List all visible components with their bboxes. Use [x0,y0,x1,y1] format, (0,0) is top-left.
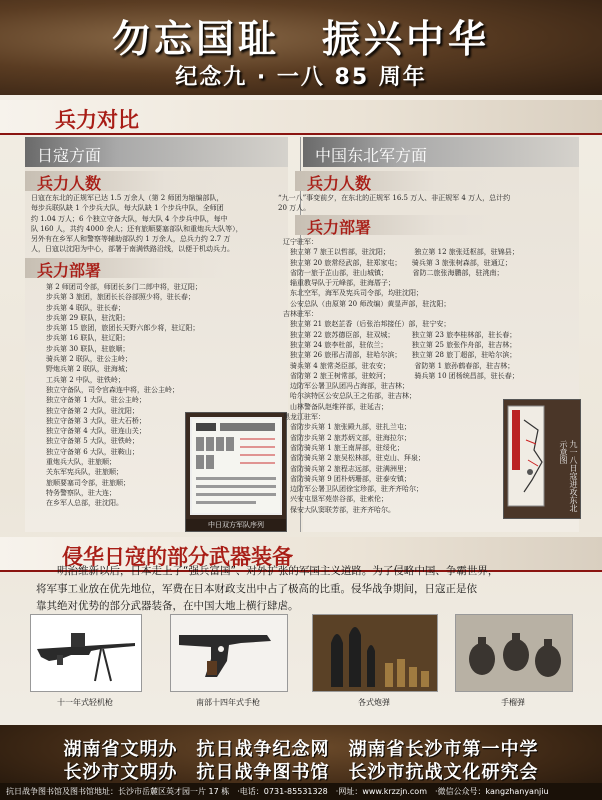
deployment-item: 东北空军，海军及宪兵司令部，均驻沈阳； [283,289,423,298]
weapon-caption: 南部十四年式手枪 [196,698,260,707]
deployment-item: 省防步兵第 2 旅苏炳文部，驻海拉尔； [283,433,411,442]
deployment-item: 独立第 22 旅苏德臣部，驻双城； 独立第 23 旅李桂林部，驻长春； [283,330,517,339]
deployment-item: 关东军宪兵队，驻旅顺； [46,468,123,477]
grenade-icon [456,615,572,691]
text-line: “九一八”事变前夕，在东北的正规军 16.5 万人、非正规军 4 万人，总计约 [278,194,511,202]
china-deploy-heading: 兵力部署 [295,215,495,235]
deployment-item: 黑龙江驻军： [283,413,325,422]
deployment-item: 步兵第 15 旅团，旅团长天野六郎少将，驻辽阳； [46,324,200,333]
deployment-item: 野炮兵第 2 联队，驻海城； [46,365,132,374]
text-line: 约 1.04 万人；6 个独立守备大队，每大队 4 个步兵中队，每中 [31,214,228,223]
deployment-item: 步兵第 3 旅团，旅团长长谷部照少将，驻长春； [46,293,195,302]
deployment-item: 省防步兵第 1 旅张殿九部，驻扎兰屯； [283,423,411,432]
text-line: 日寇在东北的正规军已达 1.5 万余人（第 2 师团为缩编部队， [31,194,224,202]
deployment-item: 边防军公署卫队团冯占海部，驻吉林； [283,382,409,391]
deployment-item: 边防军公署卫队团徐宝珍部，驻齐齐哈尔； [283,485,423,494]
deployment-item: 独立守备第 5 大队，驻铁岭； [46,437,139,446]
deployment-item: 省防第 2 旅王树常部，驻蛟河； 骑兵第 10 团杨统昌部，驻长春； [283,371,519,380]
sub-title: 纪念九 · 一八 85 周年 [175,65,427,90]
paragraph-line: 靠其绝对优势的部分武器装备，在中国大地上横行肆虐。 [36,600,299,612]
deployment-item: 骑兵第 4 旅常尧臣部，驻农安； 省防第 1 旅孙鹤春部，驻吉林； [283,361,515,370]
weapon-caption: 各式炮弹 [358,698,390,707]
weapon-photo-grenades [455,614,573,692]
deployment-item: 工兵第 2 中队，驻铁岭； [46,375,125,384]
contact-bar [0,783,602,800]
deployment-item: 步兵第 30 联队，驻旅顺； [46,344,130,353]
sponsors-line-2: 长沙市文明办 抗日战争图书馆 长沙市抗战文化研究会 [63,762,539,783]
china-troops-heading: 兵力人数 [295,171,495,191]
footer-banner [0,725,602,800]
deployment-item: 省防骑兵第 1 旅王南屏部，驻绥化； [283,443,404,452]
sponsors-line-1: 湖南省文明办 抗日战争纪念网 湖南省长沙市第一中学 [63,739,539,760]
deployment-item: 在乡军人总部，驻沈阳。 [46,499,123,508]
machine-gun-icon [31,615,141,691]
text-line: 20 万人。 [278,204,311,213]
deployment-item: 独立守备第 1 大队，驻公主岭； [46,396,146,405]
deployment-item: 步兵第 4 联队，驻长春； [46,303,125,312]
artillery-shells-icon [313,615,437,691]
deployment-item: 山林警备队赵维祥部，驻延吉； [283,402,388,411]
section-force-comparison [0,100,602,134]
weapon-photo-shells [312,614,438,692]
deployment-item: 哈尔滨特区公安总队王之佑部，驻吉林； [283,392,416,401]
weapon-photo-machine-gun [30,614,142,692]
deployment-item: 独立守备队，司令官森连中将，驻公主岭； [46,385,179,394]
deployment-item: 独立第 21 旅赵芷香（后张治邦接任）部，驻宁安； [283,320,451,329]
weapon-caption: 十一年式轻机枪 [57,698,113,707]
china-panel [278,137,579,532]
deployment-item: 第 2 师团司令部，师团长多门二郎中将，驻辽阳； [46,283,202,291]
deployment-item: 独立守备第 6 大队，驻鞍山； [46,447,139,456]
header-banner [0,0,602,95]
force-sequence-photo [185,412,287,532]
deployment-item: 辽宁驻军： [283,238,318,246]
paragraph-line: 将军事工业放在优先地位，军费在日本财政支出中占了极高的比重。侵华战争期间，日寇正是依 [36,582,477,595]
deployment-item: 公安总队（由原第 20 师改编）黄显声部，驻沈阳； [283,299,451,308]
deployment-item: 独立守备第 3 大队，驻大石桥； [46,416,146,425]
japan-troops-heading: 兵力人数 [25,171,225,191]
deployment-item: 独立守备第 4 大队，驻连山关； [46,427,146,436]
contact-info: 抗日战争图书馆及图书馆地址：长沙市岳麓区英才园一片 17 栋 ·电话：0731-85531328 ·网址：www.krzzjn.com ·微信公众号：kangzhanyanjiu [6,787,549,796]
deployment-item: 特务警察队，驻大连； [46,488,116,497]
paragraph-line: 明治维新以后，日本走上了“强兵富国”、对外扩张的军国主义道路。为了侵略中国、争霸世界， [36,565,499,577]
deployment-item: 独立第 26 旅邢占清部，驻哈尔滨； 独立第 28 旅丁超部，驻哈尔滨； [283,351,517,360]
text-line: 每步兵联队缺 1 个步兵大队，每大队缺 1 个步兵中队，全师团 [31,204,224,213]
deployment-item: 重炮兵大队，驻旅顺； [46,458,116,467]
japan-troops-text [31,193,286,255]
japan-deploy-heading: 兵力部署 [25,258,225,278]
japan-panel [25,137,288,532]
deployment-item: 旅顺要塞司令部，驻旅顺； [46,478,130,487]
text-line: 另外有在乡军人和警察等辅助部队约 1 万余人，总兵力约 2.7 万 [31,235,231,244]
pistol-icon [171,615,287,691]
japan-panel-title: 日寇方面 [37,146,102,165]
text-line: 队 160 人，共约 4000 余人；还有旅顺要塞部队和重炮兵大队等）， [31,224,243,233]
weapon-photo-pistol [170,614,288,692]
text-line: 人，日寇以沈阳为中心，部署于南满铁路沿线，以便于机动兵力。 [31,245,234,254]
photo-caption: 中日双方军队序列 [186,519,286,531]
deployment-item: 步兵第 29 联队，驻沈阳； [46,313,130,322]
deployment-item: 兴安屯垦军苑崇谷部，驻索伦； [283,495,388,504]
deployment-item: 省防一旅于芷山部，驻山城镇； 省防二旅张海鹏部，驻洮南； [283,268,504,277]
china-troops-text [278,193,568,214]
deployment-item: 独立第 7 旅王以哲部，驻沈阳； 独立第 12 旅张廷枢部，驻锦县； [283,248,519,257]
weapons-paragraph [36,563,576,616]
deployment-item: 辎重教导队于元峰部，驻海厝子； [283,279,395,288]
deployment-item: 省防骑兵第 9 团朴炳珊部，驻泰安镇； [283,474,411,483]
deployment-item: 步兵第 16 联队，驻辽阳； [46,334,130,343]
china-panel-title: 中国东北军方面 [315,146,428,165]
deployment-item: 省防骑兵第 2 旅程志远部，驻满洲里； [283,464,411,473]
document-image [190,417,282,515]
section-title: 兵力对比 [55,108,139,132]
section-title-weapons: 侵华日寇的部分武器装备 [62,545,293,569]
main-title: 勿忘国耻 振兴中华 [111,17,490,61]
japan-panel-header [25,137,288,167]
weapon-caption: 手榴弹 [501,698,525,707]
deployment-item: 保安大队窦联芳部，驻齐齐哈尔。 [283,505,395,514]
deployment-item: 独立守备第 2 大队，驻沈阳； [46,406,139,415]
deployment-item: 省防骑兵第 2 旅吴松林部，驻克山、拜泉； [283,454,425,463]
map-caption: 九一八日寇进攻东北示意图 [559,440,578,512]
deployment-item: 独立第 20 旅常经武部，驻郑家屯； 骑兵第 3 旅张树森部，驻通辽； [283,258,512,267]
map-book-image [503,399,581,519]
deployment-item: 独立第 24 旅李杜部，驻依兰； 独立第 25 旅张作舟部，驻吉林； [283,340,517,349]
china-panel-header [303,137,579,167]
deployment-item: 骑兵第 2 联队，驻公主岭； [46,355,132,364]
deployment-item: 吉林驻军： [283,310,318,319]
